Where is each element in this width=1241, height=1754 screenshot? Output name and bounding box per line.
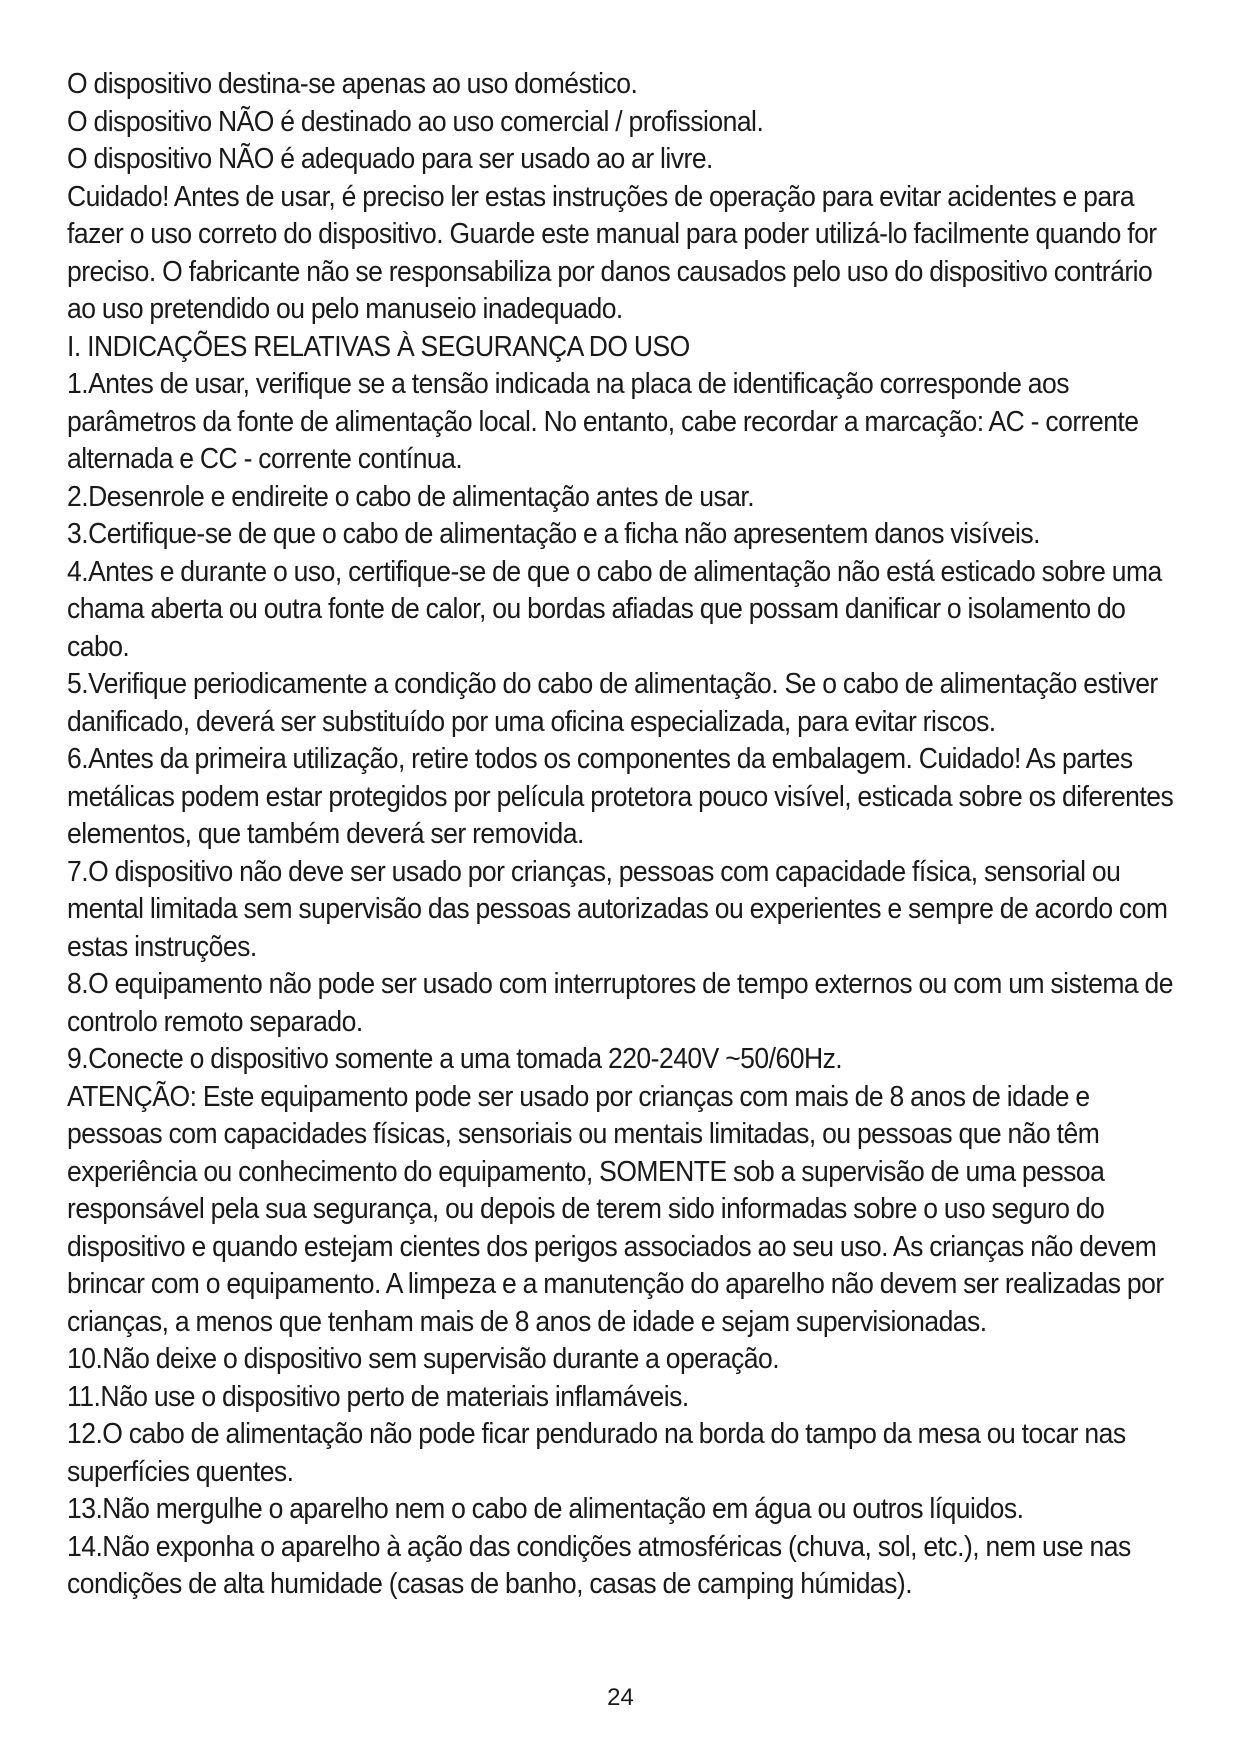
page-content xyxy=(67,66,1187,1604)
intro-not-commercial: O dispositivo NÃO é destinado ao uso comercial / profissional. xyxy=(67,105,764,138)
safety-item-1: 1.Antes de usar, verifique se a tensão indicada na placa de identificação corresponde aos parâmetros da fonte de alimentação local. No entanto, cabe recordar a marcação: AC - corrente alternada e CC - corrente contínua. xyxy=(67,368,1139,475)
safety-item-14: 14.Não exponha o aparelho à ação das condições atmosféricas (chuva, sol, etc.), nem use nas condições de alta humidade (casas de banho, casas de camping húmidas). xyxy=(67,1530,1131,1600)
safety-item-12: 12.O cabo de alimentação não pode ficar pendurado na borda do tampo da mesa ou tocar nas superfícies quentes. xyxy=(67,1418,1126,1488)
safety-item-4: 4.Antes e durante o uso, certifique-se de que o cabo de alimentação não está esticado sobre uma chama aberta ou outra fonte de calor, ou bordas afiadas que possam danificar o isolamento do cabo. xyxy=(67,555,1162,663)
attention-paragraph: ATENÇÃO: Este equipamento pode ser usado por crianças com mais de 8 anos de idade e pessoas com capacidades físicas, sensoriais ou mentais limitadas, ou pessoas que não têm experiência ou conhecimento do equipamento, SOMENTE sob a supervisão de uma pessoa responsável pela sua segurança, ou depois de terem sido informadas sobre o uso seguro do dispositivo e quando estejam cientes dos perigos associados ao seu uso. As crianças não devem brincar com o equipamento. A limpeza e a manutenção do aparelho não devem ser realizadas por crianças, a menos que tenham mais de 8 anos de idade e sejam supervisionadas. xyxy=(67,1080,1164,1338)
safety-item-10: 10.Não deixe o dispositivo sem supervisão durante a operação. xyxy=(67,1343,780,1375)
safety-item-2: 2.Desenrole e endireite o cabo de alimentação antes de usar. xyxy=(67,480,755,513)
safety-item-9: 9.Conecte o dispositivo somente a uma tomada 220-240V ~50/60Hz. xyxy=(67,1043,843,1075)
section-heading-safety: I. INDICAÇÕES RELATIVAS À SEGURANÇA DO USO xyxy=(67,330,690,363)
safety-item-6: 6.Antes da primeira utilização, retire todos os componentes da embalagem. Cuidado! As partes metálicas podem estar protegidos por película protetora pouco visível, esticada sobre os diferentes elementos, que também deverá ser removida. xyxy=(67,743,1174,850)
intro-domestic-use: O dispositivo destina-se apenas ao uso doméstico. xyxy=(67,68,638,100)
safety-item-8: 8.O equipamento não pode ser usado com interruptores de tempo externos ou com um sistema de controlo remoto separado. xyxy=(67,968,1173,1038)
intro-not-outdoor: O dispositivo NÃO é adequado para ser usado ao ar livre. xyxy=(67,143,713,175)
safety-item-11: 11.Não use o dispositivo perto de materiais inflamáveis. xyxy=(67,1380,689,1413)
safety-item-3: 3.Certifique-se de que o cabo de alimentação e a ficha não apresentem danos visíveis. xyxy=(67,518,1041,550)
page-number: 24 xyxy=(607,1684,634,1711)
safety-item-5: 5.Verifique periodicamente a condição do cabo de alimentação. Se o cabo de alimentação estiver danificado, deverá ser substituído por uma oficina especializada, para evitar riscos. xyxy=(67,668,1158,738)
safety-item-13: 13.Não mergulhe o aparelho nem o cabo de alimentação em água ou outros líquidos. xyxy=(67,1493,1024,1525)
safety-item-7: 7.O dispositivo não deve ser usado por crianças, pessoas com capacidade física, sensorial ou mental limitada sem supervisão das pessoas autorizadas ou experientes e sempre de acordo com estas instruções. xyxy=(67,855,1168,963)
caution-paragraph: Cuidado! Antes de usar, é preciso ler estas instruções de operação para evitar acidentes e para fazer o uso correto do dispositivo. Guarde este manual para poder utilizá-lo facilmente quando for preciso. O fabricante não se responsabiliza por danos causados pelo uso do dispositivo contrário ao uso pretendido ou pelo manuseio inadequado. xyxy=(67,180,1157,325)
